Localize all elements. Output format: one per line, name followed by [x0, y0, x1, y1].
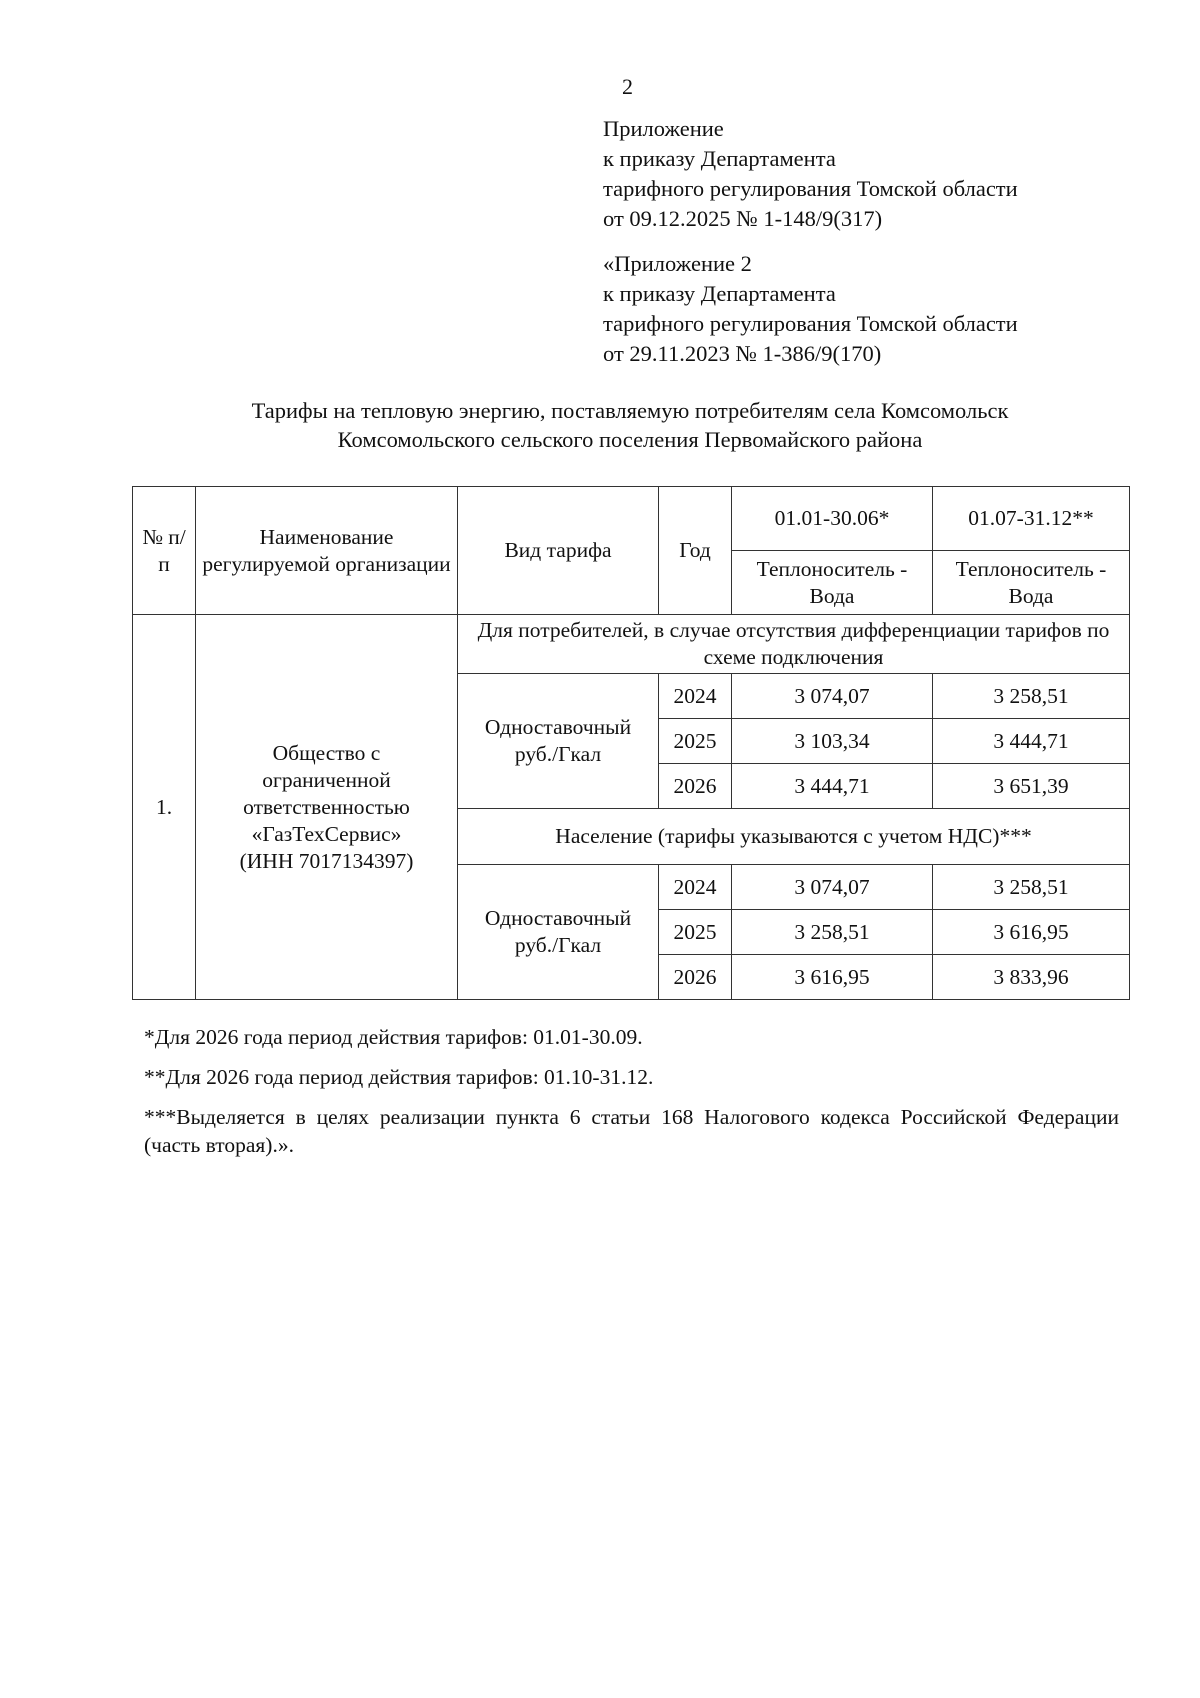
tariff-value: 3 833,96 [933, 955, 1130, 1000]
tariff-type-cell: Одноставочный руб./Гкал [458, 865, 659, 1000]
organization-name-line: ограниченной [262, 767, 391, 792]
header-period-2: 01.07-31.12** [933, 487, 1130, 551]
organization-name [196, 615, 458, 1000]
year-cell: 2026 [659, 764, 732, 809]
document-title [130, 396, 1130, 454]
section-title: Население (тарифы указываются с учетом НДС)*** [458, 809, 1130, 865]
tariff-value: 3 444,71 [732, 764, 933, 809]
footnotes [144, 1023, 1119, 1171]
table-header-row [133, 487, 1130, 551]
year-cell: 2025 [659, 719, 732, 764]
header-period-1: 01.01-30.06* [732, 487, 933, 551]
page-number: 2 [622, 74, 633, 99]
header-number: № п/п [133, 487, 196, 615]
title-line: Комсомольского сельского поселения Первомайского района [337, 427, 923, 452]
appendix-line: от 09.12.2025 № 1-148/9(317) [603, 206, 883, 231]
appendix-line: к приказу Департамента [603, 146, 836, 171]
appendix-line: «Приложение 2 [603, 251, 752, 276]
tariff-type-cell: Одноставочный руб./Гкал [458, 674, 659, 809]
header-organization: Наименование регулируемой организации [196, 487, 458, 615]
tariff-value: 3 444,71 [933, 719, 1130, 764]
header-year: Год [659, 487, 732, 615]
organization-name-line: (ИНН 7017134397) [239, 848, 414, 873]
appendix-line: тарифного регулирования Томской области [603, 311, 1018, 336]
tariff-value: 3 074,07 [732, 674, 933, 719]
organization-name-line: ответственностью [243, 794, 410, 819]
year-cell: 2024 [659, 674, 732, 719]
tariff-value: 3 258,51 [933, 674, 1130, 719]
row-number: 1. [133, 615, 196, 1000]
year-cell: 2024 [659, 865, 732, 910]
quoted-appendix-header [603, 249, 1018, 369]
header-carrier-2: Теплоноситель - Вода [933, 551, 1130, 615]
appendix-line: Приложение [603, 116, 724, 141]
section-row [133, 615, 1130, 674]
appendix-line: к приказу Департамента [603, 281, 836, 306]
header-tariff-type: Вид тарифа [458, 487, 659, 615]
tariff-value: 3 103,34 [732, 719, 933, 764]
footnote: ***Выделяется в целях реализации пункта 6 статьи 168 Налогового кодекса Российской Федерации (часть вторая).». [144, 1105, 1119, 1157]
appendix-line: от 29.11.2023 № 1-386/9(170) [603, 341, 882, 366]
tariff-value: 3 616,95 [933, 910, 1130, 955]
organization-name-line: «ГазТехСервис» [251, 821, 402, 846]
tariff-table [132, 486, 1130, 1000]
title-line: Тарифы на тепловую энергию, поставляемую потребителям села Комсомольск [251, 398, 1009, 423]
tariff-value: 3 258,51 [933, 865, 1130, 910]
footnote: *Для 2026 года период действия тарифов: 01.01-30.09. [144, 1025, 643, 1049]
footnote: **Для 2026 года период действия тарифов: 01.10-31.12. [144, 1065, 654, 1089]
tariff-value: 3 651,39 [933, 764, 1130, 809]
organization-name-line: Общество с [272, 740, 381, 765]
tariff-value: 3 258,51 [732, 910, 933, 955]
year-cell: 2025 [659, 910, 732, 955]
appendix-line: тарифного регулирования Томской области [603, 176, 1018, 201]
tariff-value: 3 074,07 [732, 865, 933, 910]
year-cell: 2026 [659, 955, 732, 1000]
header-carrier-1: Теплоноситель - Вода [732, 551, 933, 615]
appendix-header [603, 114, 1018, 234]
section-title: Для потребителей, в случае отсутствия дифференциации тарифов по схеме подключения [458, 615, 1130, 674]
tariff-value: 3 616,95 [732, 955, 933, 1000]
